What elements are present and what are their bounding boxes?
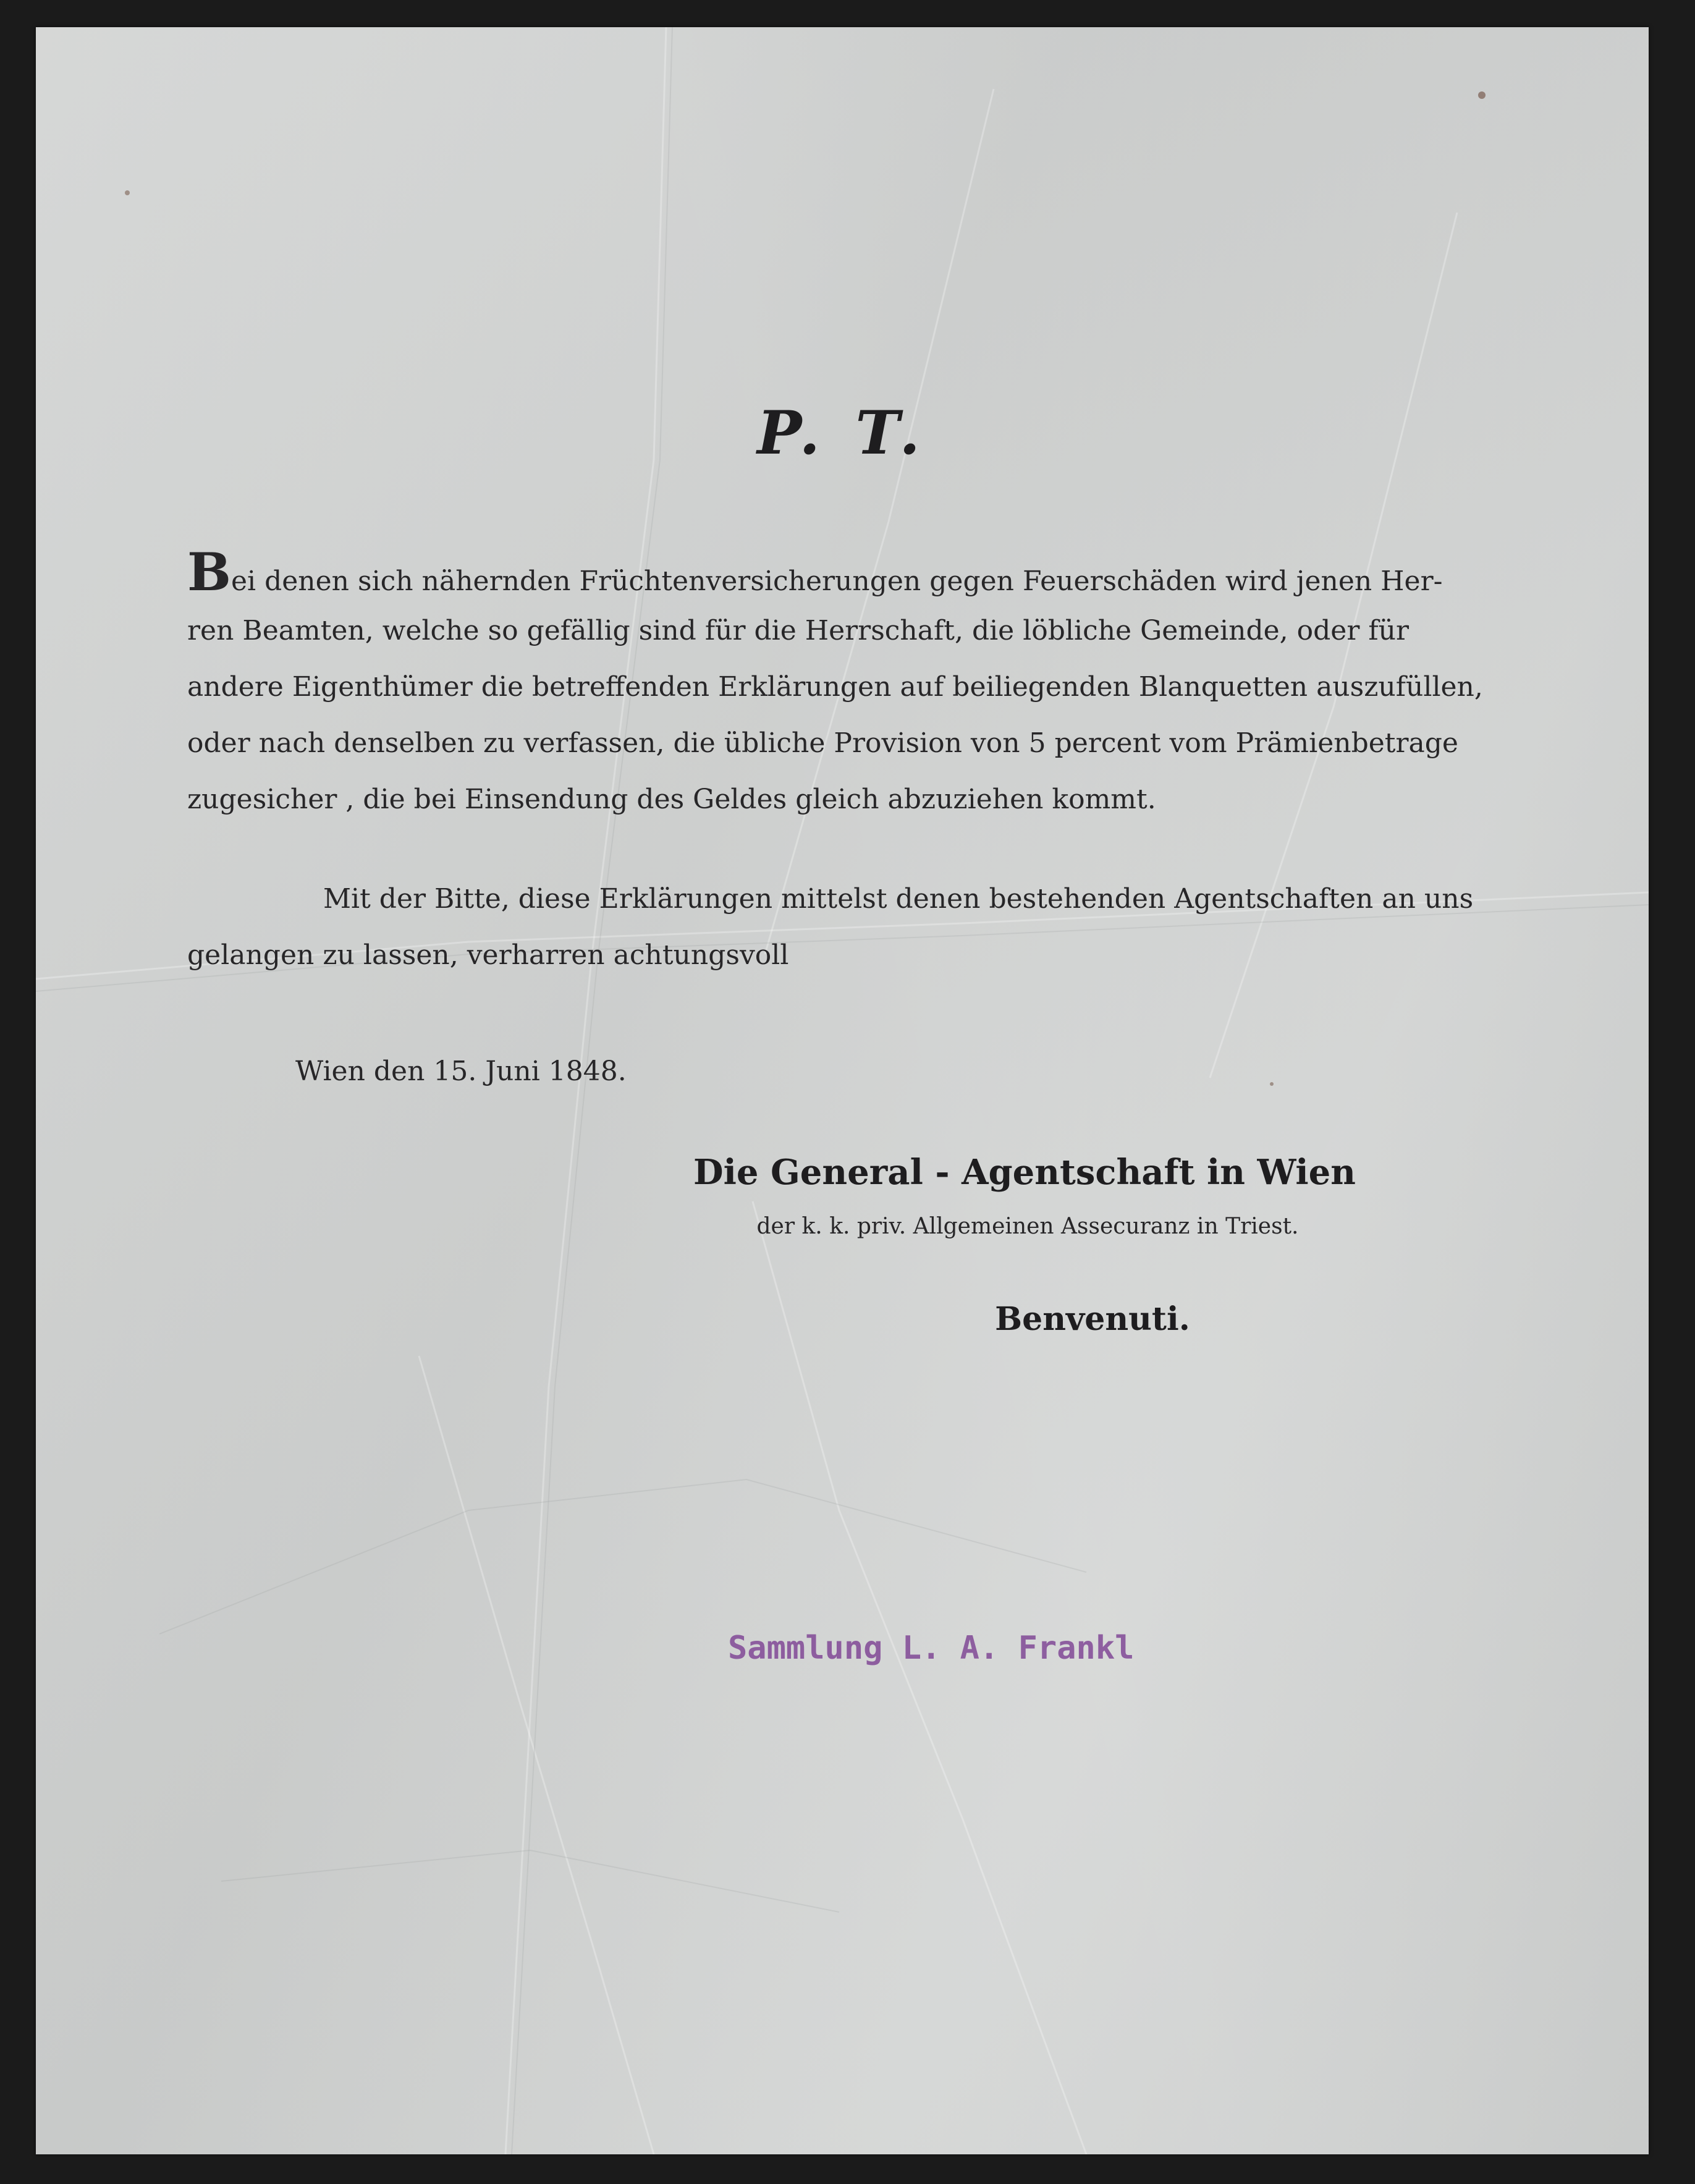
agency-subtitle: der k. k. priv. Allgemeinen Assecuranz in Triest. (756, 1214, 1299, 1239)
paragraph-main (187, 541, 1483, 827)
drop-cap: B (187, 541, 231, 603)
date-line: Wien den 15. Juni 1848. (295, 1056, 627, 1087)
signatory-name: Benvenuti. (995, 1300, 1190, 1338)
document-sheet (36, 27, 1649, 2154)
agency-name: Die General - Agentschaft in Wien (693, 1152, 1356, 1193)
page-title: P. T. (757, 398, 928, 468)
text-line (187, 541, 1443, 603)
text-line: gelangen zu lassen, verharren achtungsvoll (187, 939, 789, 971)
text-line: ren Beamten, welche so gefällig sind für die Herrschaft, die löbliche Gemeinde, oder für (187, 615, 1409, 646)
paper-creases (36, 27, 1649, 2154)
text-line: oder nach denselben zu verfassen, die übliche Provision von 5 percent vom Prämienbetrage (187, 727, 1458, 759)
text-line: andere Eigenthümer die betreffenden Erklärungen auf beiliegenden Blanquetten auszufüllen, (187, 671, 1483, 703)
text-line: Mit der Bitte, diese Erklärungen mittelst denen bestehenden Agentschaften an uns (323, 883, 1474, 915)
paragraph-closing (187, 871, 1474, 983)
collection-stamp: Sammlung L. A. Frankl (728, 1630, 1135, 1667)
text-line-content: ei denen sich nähernden Früchtenversicherungen gegen Feuerschäden wird jenen Her- (231, 565, 1443, 597)
text-line: zugesicher , die bei Einsendung des Geldes gleich abzuziehen kommt. (187, 784, 1156, 815)
